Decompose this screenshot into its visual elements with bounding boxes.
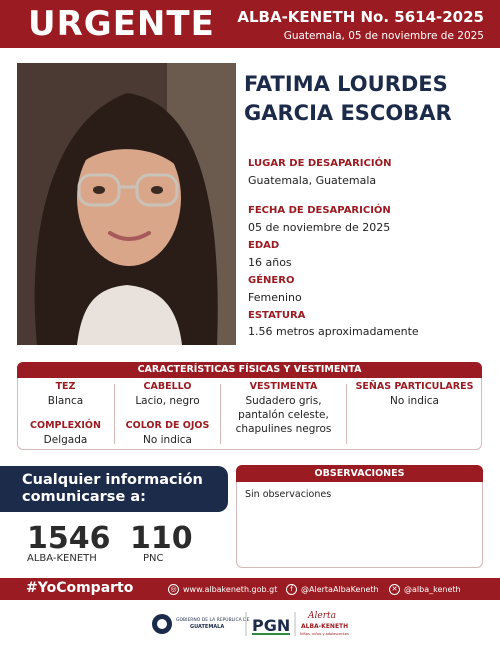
facebook-link[interactable] — [286, 584, 379, 595]
facebook-text: @AlertaAlbaKeneth — [301, 585, 379, 594]
clothing-line: pantalón celeste, — [238, 409, 329, 421]
clothing-line: Sudadero gris, — [245, 395, 322, 407]
gov-line-1: GOBIERNO DE LA REPÚBLICA DE — [176, 618, 250, 623]
missing-person-photo — [17, 63, 236, 345]
observations-text: Sin observaciones — [245, 489, 332, 500]
phone-number-alba-keneth: 1546 — [27, 521, 111, 556]
gender-label: GÉNERO — [248, 275, 295, 286]
contact-line-1: Cualquier información — [22, 472, 203, 488]
name-line-2: GARCIA ESCOBAR — [244, 101, 452, 125]
age-value: 16 años — [248, 256, 292, 269]
logos-strip — [150, 607, 350, 641]
alert-place-date: Guatemala, 05 de noviembre de 2025 — [283, 30, 484, 42]
clothing-label: VESTIMENTA — [249, 381, 318, 392]
name-line-1: FATIMA LOURDES — [244, 72, 448, 96]
complexion-label: COMPLEXIÓN — [30, 420, 101, 431]
eye-color-label: COLOR DE OJOS — [125, 420, 210, 431]
x-link[interactable] — [389, 584, 461, 595]
alerta-alba-keneth-logo — [300, 611, 349, 636]
globe-icon: ◎ — [168, 584, 179, 595]
eye-color-value: No indica — [143, 434, 192, 446]
portrait-illustration — [17, 63, 236, 345]
distinguishing-marks-value: No indica — [390, 395, 439, 407]
height-label: ESTATURA — [248, 310, 306, 321]
alerta-line-2: ALBA-KENETH — [301, 623, 349, 630]
pgn-logo — [252, 616, 290, 635]
observations-heading: OBSERVACIONES — [236, 465, 483, 482]
phone-label-alba-keneth: ALBA-KENETH — [27, 553, 97, 564]
alerta-line-1: Alerta — [308, 611, 336, 621]
cabello-label: CABELLO — [143, 381, 192, 392]
date-label: FECHA DE DESAPARICIÓN — [248, 205, 391, 216]
tez-label: TEZ — [55, 381, 76, 392]
tez-value: Blanca — [47, 395, 84, 407]
height-value: 1.56 metros aproximadamente — [248, 325, 419, 338]
website-link[interactable] — [168, 584, 277, 595]
alert-code: ALBA-KENETH No. 5614-2025 — [237, 8, 484, 26]
phone-number-pnc: 110 — [130, 521, 193, 556]
date-value: 05 de noviembre de 2025 — [248, 221, 391, 234]
age-label: EDAD — [248, 240, 280, 251]
person-name — [244, 70, 452, 128]
hashtag: #YoComparto — [26, 580, 134, 596]
cabello-value: Lacio, negro — [135, 395, 200, 407]
distinguishing-marks-label: SEÑAS PARTICULARES — [355, 381, 474, 392]
alert-title: URGENTE — [28, 4, 215, 44]
institution-logos — [150, 607, 350, 641]
column-divider — [346, 384, 347, 444]
place-label: LUGAR DE DESAPARICIÓN — [248, 158, 392, 169]
website-text: www.albakeneth.gob.gt — [183, 585, 278, 594]
pgn-text: PGN — [252, 616, 291, 635]
facebook-icon: f — [286, 584, 297, 595]
place-value: Guatemala, Guatemala — [248, 174, 377, 187]
contact-text — [22, 472, 203, 506]
x-handle-text: @alba_keneth — [404, 585, 461, 594]
clothing-line: chapulines negros — [235, 423, 332, 435]
phone-label-pnc: PNC — [143, 553, 164, 564]
complexion-value: Delgada — [43, 434, 88, 446]
characteristics-heading: CARACTERÍSTICAS FÍSICAS Y VESTIMENTA — [17, 362, 482, 378]
gov-line-2: GUATEMALA — [190, 624, 225, 630]
guatemala-government-logo — [152, 614, 250, 634]
x-icon: ✕ — [389, 584, 400, 595]
clothing-value — [221, 394, 346, 436]
gender-value: Femenino — [248, 291, 302, 304]
contact-line-2: comunicarse a: — [22, 489, 146, 505]
alerta-line-3: Niñas, niños y adolescentes — [300, 632, 349, 636]
